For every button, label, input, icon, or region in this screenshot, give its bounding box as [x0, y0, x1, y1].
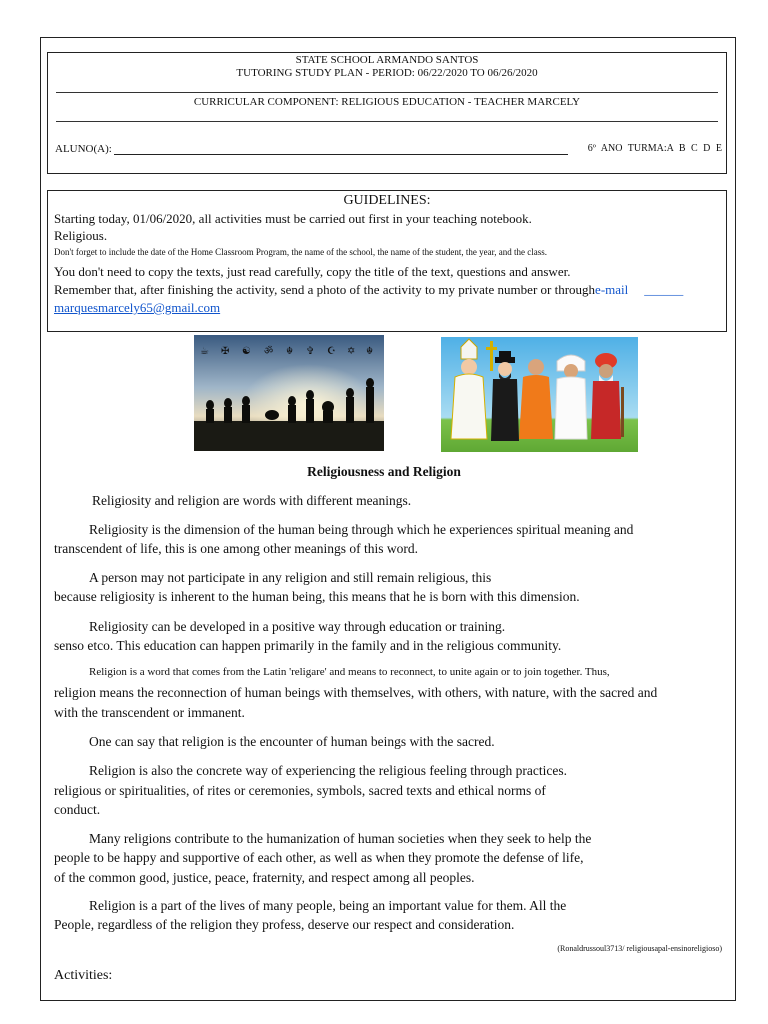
paragraph-9 [54, 898, 566, 914]
paragraph-2 [54, 522, 633, 538]
paragraph-4-cont: senso etco. This education can happen primarily in the family and in the religious community. [54, 638, 562, 653]
guidelines-box [47, 190, 727, 332]
paragraph-8 [54, 831, 591, 847]
school-name: STATE SCHOOL ARMANDO SANTOS [295, 54, 479, 66]
email-address-link[interactable]: marquesmarcely65@gmail.com [54, 300, 221, 315]
paragraph-3 [54, 570, 491, 586]
paragraph-2-cont: transcendent of life, this is one among other meanings of this word. [54, 541, 419, 556]
svg-text:✞: ✞ [306, 346, 315, 357]
blank-underline: ______ [644, 282, 684, 297]
svg-text:☬: ☬ [366, 346, 374, 357]
paragraph-7-cont-1: religious or spiritualities, of rites or ceremonies, symbols, sacred texts and ethical norms of [54, 783, 546, 798]
guideline-4: You don't need to copy the texts, just read carefully, copy the title of the text, questions and answer. [54, 264, 571, 279]
paragraph-1-text: Religiosity and religion are words with different meanings. [92, 493, 412, 508]
divider [56, 121, 718, 122]
religious-leaders-image [441, 337, 638, 452]
curricular-component: CURRICULAR COMPONENT: RELIGIOUS EDUCATION - TEACHER MARCELY [193, 96, 581, 108]
paragraph-9-line-1: Religion is a part of the lives of many people, being an important value for them. All the [89, 898, 567, 913]
svg-text:☪: ☪ [327, 346, 336, 357]
guideline-1: Starting today, 01/06/2020, all activities must be carried out first in your teaching notebook. [54, 211, 532, 226]
paragraph-9-cont: People, regardless of the religion they profess, deserve our respect and consideration. [54, 917, 515, 932]
study-plan-period: TUTORING STUDY PLAN - PERIOD: 06/22/2020 TO 06/26/2020 [236, 67, 538, 79]
guideline-3: Don't forget to include the date of the Home Classroom Program, the name of the school, the name of the student, the year, and the class. [54, 247, 547, 257]
paragraph-7-cont-2: conduct. [54, 802, 101, 817]
header-box [47, 52, 727, 174]
prayer-silhouettes-image [194, 335, 384, 451]
source-citation: (Ronaldrussoul3713/ religiousapal-ensinoreligioso) [557, 944, 722, 953]
paragraph-2-line-1: Religiosity is the dimension of the human being through which he experiences spiritual meaning and [89, 522, 634, 537]
activities-heading: Activities: [54, 968, 113, 983]
svg-text:☯: ☯ [242, 346, 251, 357]
svg-text:☬: ☬ [286, 346, 294, 357]
paragraph-5 [54, 666, 610, 678]
guideline-5 [54, 282, 683, 298]
paragraph-7-line-1: Religion is also the concrete way of experiencing the religious feeling through practices. [89, 763, 567, 778]
paragraph-6 [54, 734, 495, 750]
guidelines-title: GUIDELINES: [343, 193, 431, 208]
guideline-2: Religious. [54, 228, 108, 243]
paragraph-8-cont-1: people to be happy and supportive of each other, as well as when they promote the defense of life, [54, 850, 584, 865]
svg-text:✡: ✡ [347, 346, 356, 357]
article-title: Religiousness and Religion [307, 464, 461, 479]
svg-text:ॐ: ॐ [264, 346, 274, 357]
guideline-5-text: Remember that, after finishing the activity, send a photo of the activity to my private number or through [54, 282, 596, 297]
paragraph-7 [54, 763, 567, 779]
svg-text:☕: ☕ [200, 346, 209, 357]
grade-class: 6º ANO TURMA:A B C D E [587, 143, 722, 154]
paragraph-4 [54, 619, 505, 635]
paragraph-3-cont: because religiosity is inherent to the human being, this means that he is born with this dimension. [54, 589, 580, 604]
student-name-line[interactable] [114, 154, 568, 155]
paragraph-5-cont-2: with the transcendent or immanent. [54, 705, 245, 720]
paragraph-3-line-1: A person may not participate in any religion and still remain religious, this [89, 570, 492, 585]
student-label: ALUNO(A): [55, 143, 112, 155]
email-link-label[interactable]: e-mail [595, 282, 629, 297]
divider [56, 92, 718, 93]
paragraph-6-text: One can say that religion is the encounter of human beings with the sacred. [89, 734, 495, 749]
paragraph-8-line-1: Many religions contribute to the humanization of human societies when they seek to help the [89, 831, 592, 846]
paragraph-4-line-1: Religiosity can be developed in a positive way through education or training. [89, 619, 506, 634]
paragraph-8-cont-2: of the common good, justice, peace, fraternity, and respect among all peoples. [54, 870, 475, 885]
svg-text:✠: ✠ [221, 346, 230, 357]
paragraph-1 [57, 493, 411, 509]
paragraph-5-cont-1: religion means the reconnection of human beings with themselves, with others, with nature, with the sacred and [54, 685, 658, 700]
paragraph-5-line-1: Religion is a word that comes from the Latin 'religare' and means to reconnect, to unite again or to join together. Thus, [89, 666, 610, 678]
